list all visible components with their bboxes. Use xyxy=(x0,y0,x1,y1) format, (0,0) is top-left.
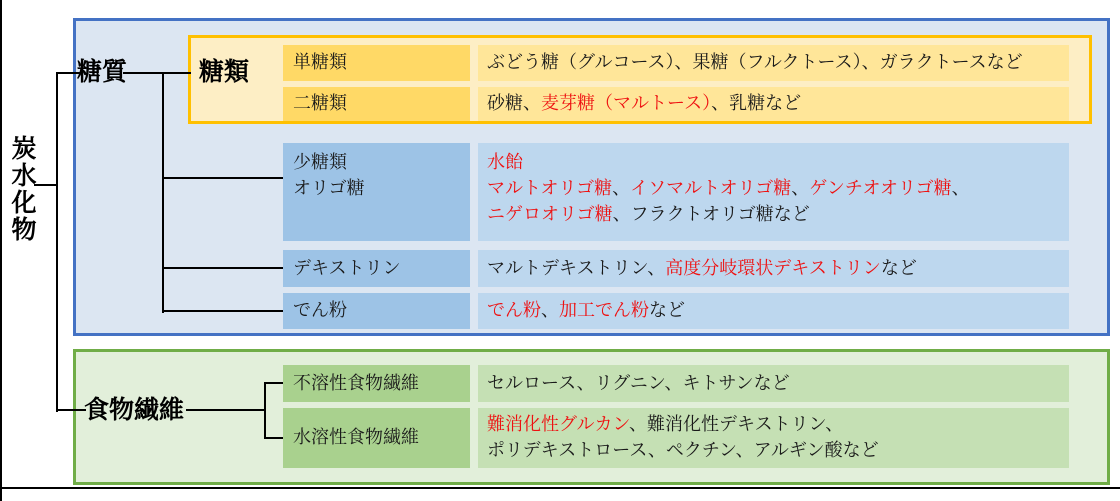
label-monosaccharide-text: 単糖類 xyxy=(293,52,347,73)
value-soluble-fiber: 難消化性グルカン、難消化性デキストリン、 ポリデキストロース、ペクチン、アルギン酸など xyxy=(478,408,1069,468)
connector-sugar-to-sugars xyxy=(123,72,191,74)
label-insoluble-fiber xyxy=(283,365,470,402)
value-oligosaccharide: 水飴 マルトオリゴ糖、イソマルトオリゴ糖、ゲンチオオリゴ糖、 ニゲロオリゴ糖、フラクトオリゴ糖など xyxy=(478,143,1069,241)
connector-to-starch xyxy=(162,310,283,312)
label-starch-text: でん粉 xyxy=(293,300,347,321)
value-starch: でん粉、加工でん粉など xyxy=(478,293,1069,329)
header-fiber: 食物繊維 xyxy=(84,395,185,424)
connector-root-trunk xyxy=(56,72,58,412)
value-monosaccharide: ぶどう糖（グルコース）、果糖（フルクトース）、ガラクトースなど xyxy=(478,45,1069,81)
header-sugars: 糖類 xyxy=(199,57,250,86)
label-oligosaccharide-line1: 少糖類 xyxy=(293,152,347,173)
label-soluble-fiber-text: 水溶性食物繊維 xyxy=(293,427,419,448)
root-label-carbohydrate: 炭水化物 xyxy=(8,135,37,243)
label-starch xyxy=(283,293,470,329)
connector-to-insoluble xyxy=(264,382,283,384)
value-dextrin: マルトデキストリン、高度分岐環状デキストリンなど xyxy=(478,250,1069,287)
label-dextrin xyxy=(283,250,470,287)
frame-line-left xyxy=(0,0,2,501)
value-disaccharide: 砂糖、麦芽糖（マルトース）、乳糖など xyxy=(478,87,1069,121)
connector-sugar-trunk xyxy=(162,72,164,313)
connector-fiber-bracket xyxy=(264,382,266,439)
label-oligosaccharide-line2: オリゴ糖 xyxy=(293,178,365,199)
label-disaccharide xyxy=(283,87,470,121)
connector-to-dextrin xyxy=(162,267,283,269)
label-oligosaccharide xyxy=(283,143,470,241)
frame-line-bottom xyxy=(0,487,1120,489)
connector-fiber-stub xyxy=(186,409,266,411)
label-dextrin-text: デキストリン xyxy=(293,257,401,279)
label-monosaccharide xyxy=(283,45,470,81)
connector-to-oligo xyxy=(162,177,283,179)
connector-to-fiber xyxy=(56,409,86,411)
value-insoluble-fiber: セルロース、リグニン、キトサンなど xyxy=(478,365,1069,402)
label-insoluble-fiber-text: 不溶性食物繊維 xyxy=(293,372,419,394)
label-soluble-fiber xyxy=(283,408,470,468)
connector-to-soluble xyxy=(264,437,283,439)
label-disaccharide-text: 二糖類 xyxy=(293,93,347,114)
header-sugar: 糖質 xyxy=(77,57,128,86)
